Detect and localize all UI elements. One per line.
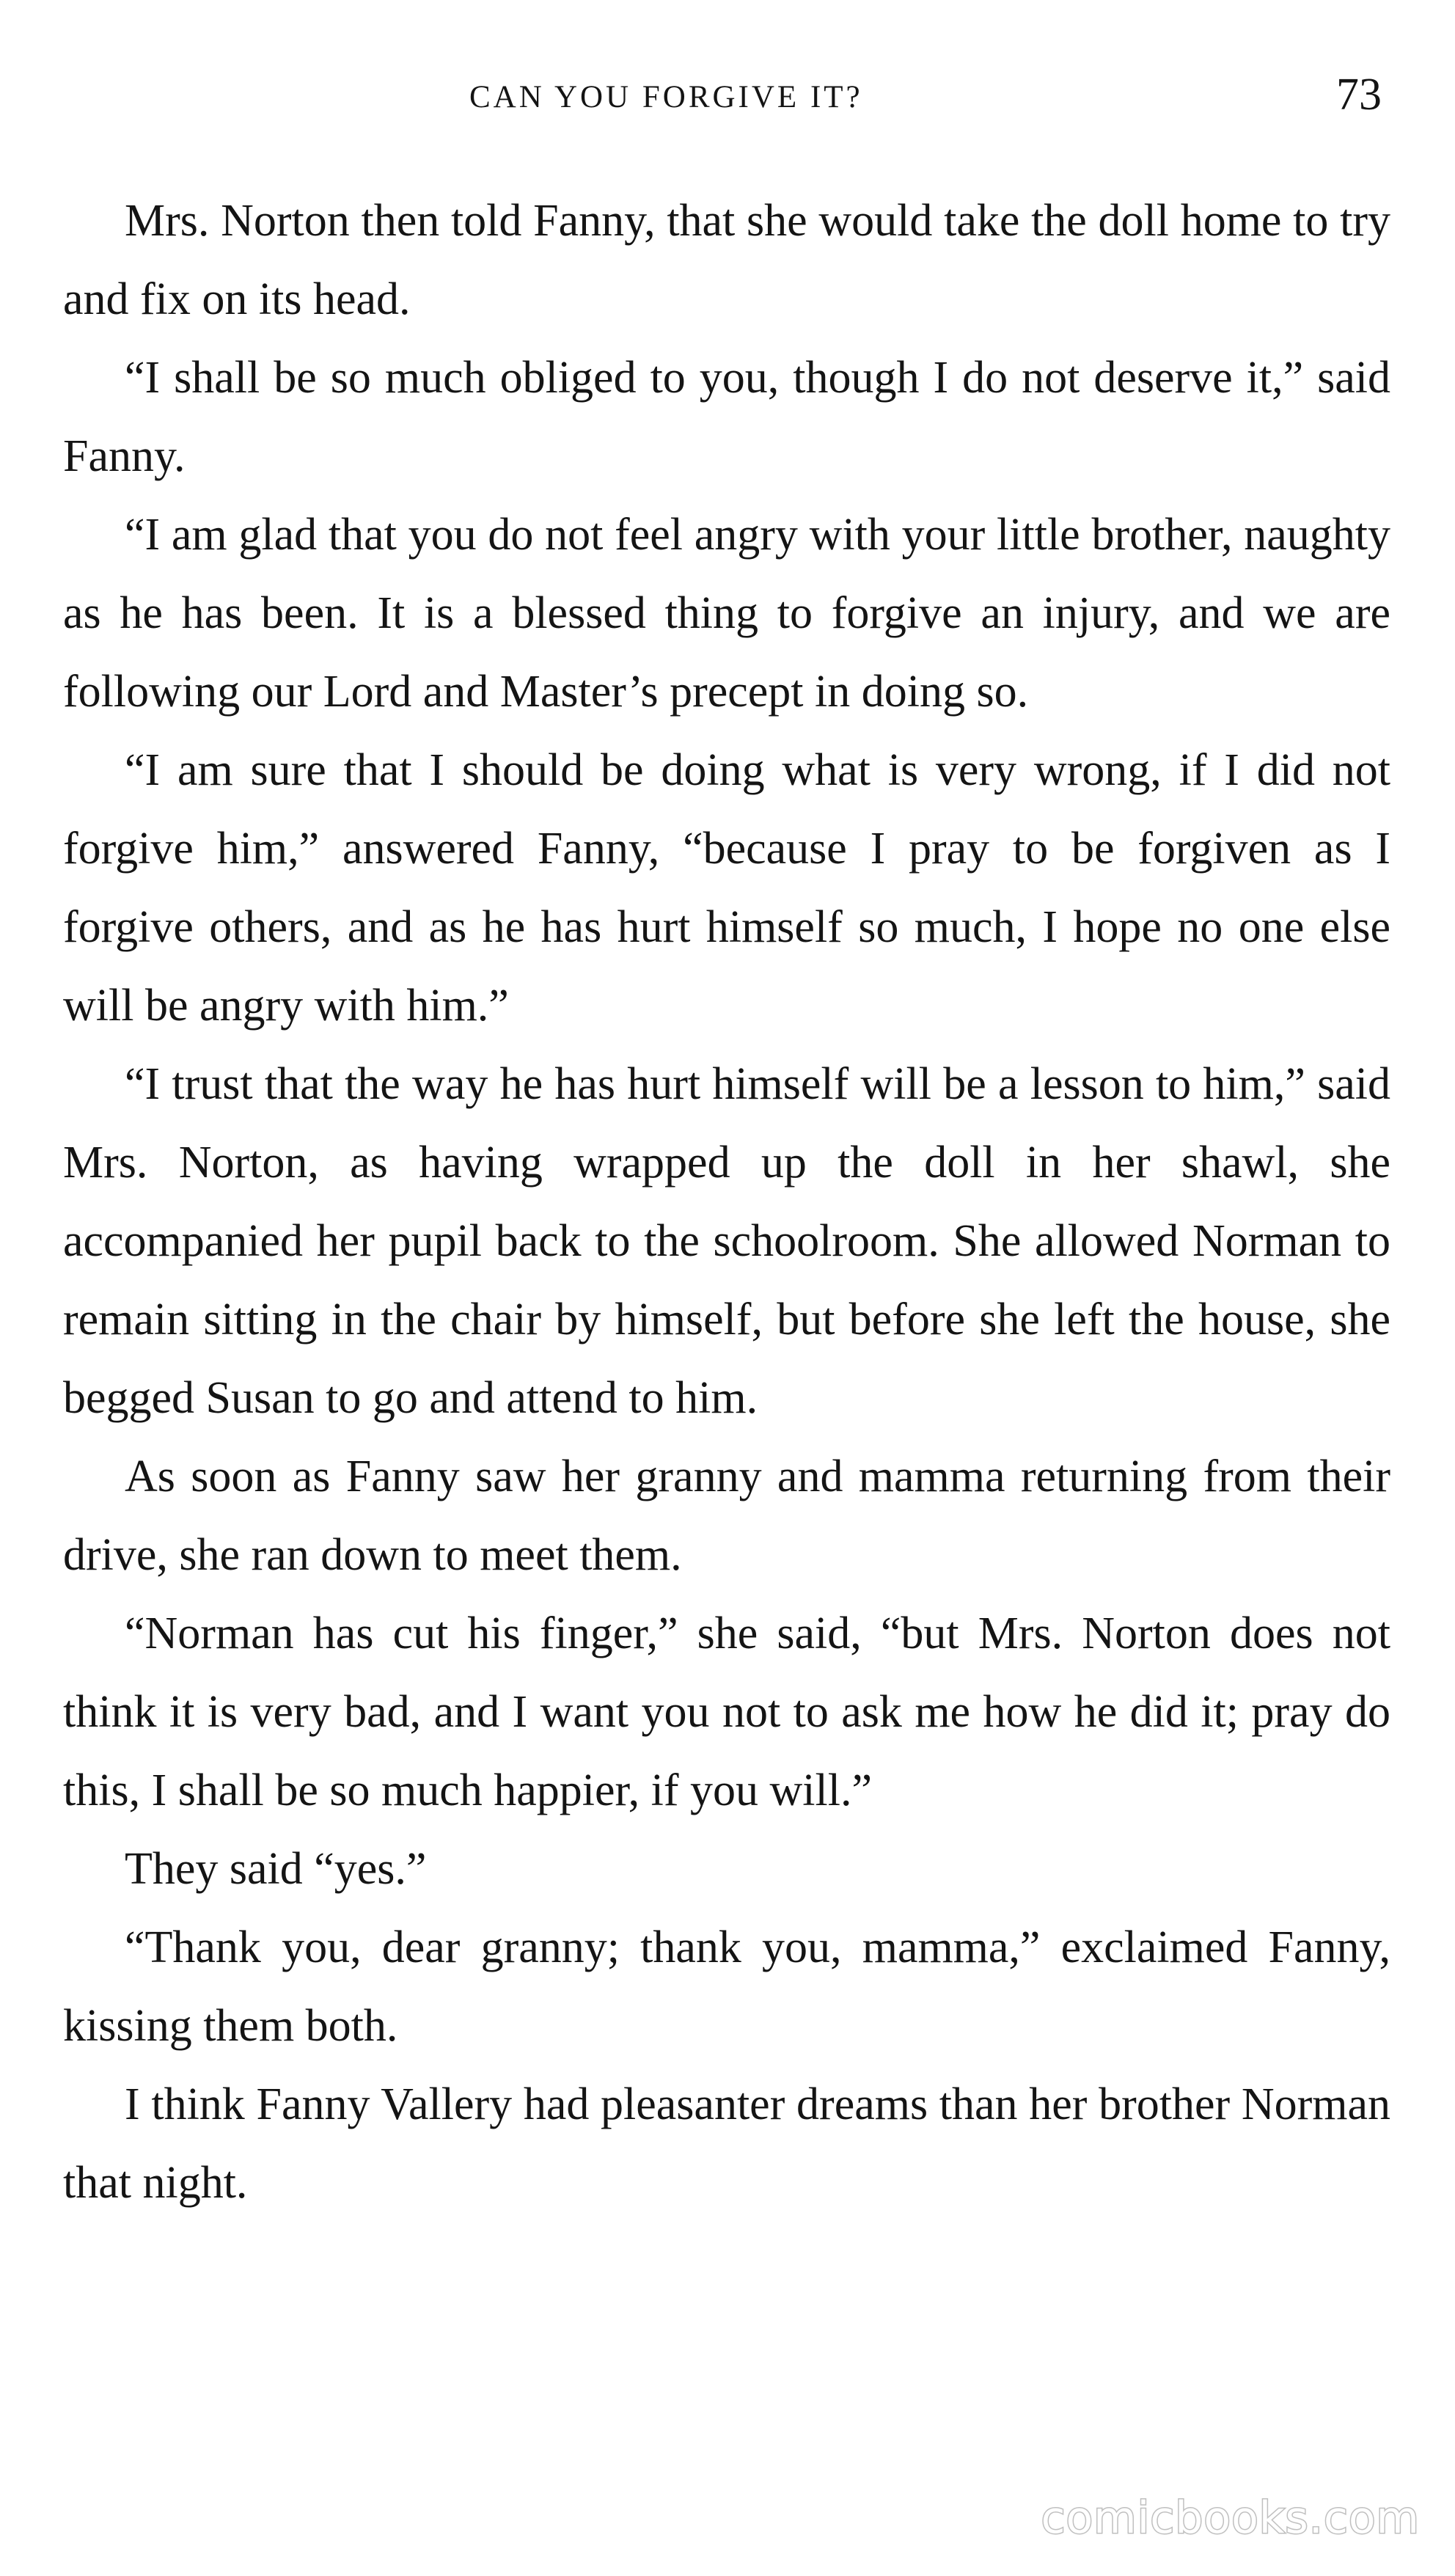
watermark-logo: comicbooks.com [1041, 2492, 1420, 2544]
paragraph-10: I think Fanny Vallery had pleasanter dreams than her brother Norman that night. [63, 2079, 1390, 2208]
paragraph-3: “I am glad that you do not feel angry with your little brother, naughty as he has been. It is a blessed thing to forgive an injury, and we are following our Lord and Master’s precept in doing so. [63, 510, 1390, 717]
paragraph-2: “I shall be so much obliged to you, though I do not deserve it,” said Fanny. [63, 353, 1390, 481]
body-text [63, 182, 1390, 2222]
paragraph-6: As soon as Fanny saw her granny and mamma returning from their drive, she ran down to meet them. [63, 1452, 1390, 1580]
paragraph-1: Mrs. Norton then told Fanny, that she would take the doll home to try and fix on its head. [63, 196, 1390, 324]
running-title: CAN YOU FORGIVE IT? [469, 80, 863, 114]
paragraph-8: They said “yes.” [125, 1844, 427, 1894]
running-head [0, 66, 1455, 132]
paragraph-5: “I trust that the way he has hurt himself will be a lesson to him,” said Mrs. Norton, as having wrapped up the doll in her shawl, she accompanied her pupil back to the schoolroom. She allowed Norman to remain sitting in the chair by himself, but before she left the house, she begged Susan to go and attend to him. [63, 1059, 1390, 1423]
page-number: 73 [1336, 70, 1382, 120]
paragraph-7: “Norman has cut his finger,” she said, “but Mrs. Norton does not think it is very bad, and I want you not to ask me how he did it; pray do this, I shall be so much happier, if you will.” [63, 1609, 1390, 1815]
paragraph-4: “I am sure that I should be doing what is very wrong, if I did not forgive him,” answered Fanny, “because I pray to be forgiven as I forgive others, and as he has hurt himself so much, I hope no one else will be angry with him.” [63, 745, 1390, 1031]
paragraph-9: “Thank you, dear granny; thank you, mamma,” exclaimed Fanny, kissing them both. [63, 1922, 1390, 2051]
